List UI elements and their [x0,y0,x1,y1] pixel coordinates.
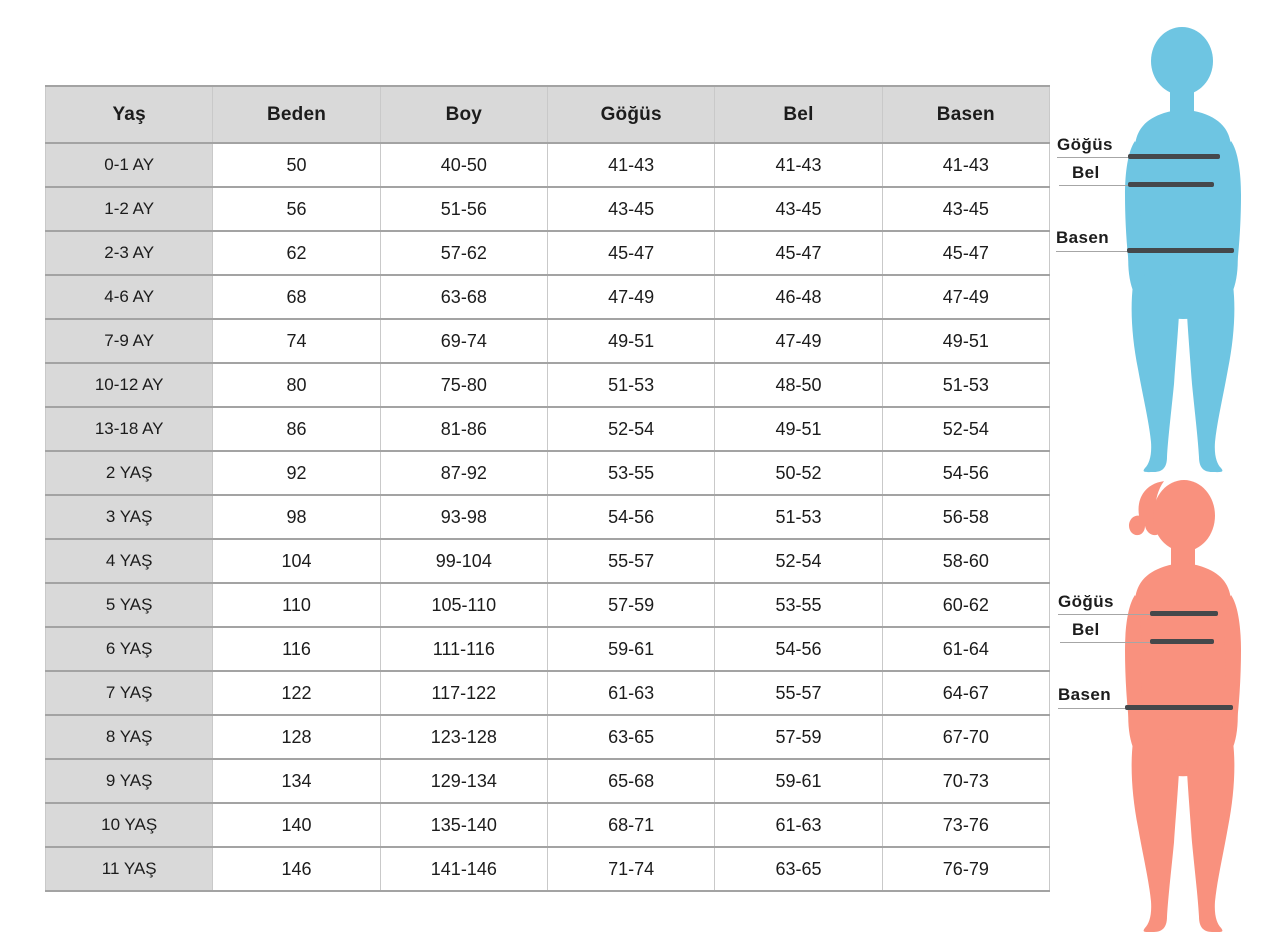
table-cell: 67-70 [882,715,1049,759]
column-header: Göğüs [547,86,714,143]
table-cell: 111-116 [380,627,547,671]
waist-leader-line [1060,642,1150,643]
table-cell: 47-49 [715,319,882,363]
row-label-cell: 2-3 AY [46,231,213,275]
table-cell: 52-54 [882,407,1049,451]
row-label-cell: 11 YAŞ [46,847,213,891]
table-cell: 57-59 [547,583,714,627]
table-cell: 54-56 [547,495,714,539]
table-cell: 80 [213,363,380,407]
table-cell: 41-43 [715,143,882,187]
table-row [46,363,1050,407]
table-cell: 93-98 [380,495,547,539]
table-cell: 45-47 [547,231,714,275]
chest-leader-line [1057,157,1128,158]
figure-left-leg [1132,740,1180,932]
hip-measure-label: Basen [1058,685,1112,704]
chest-measure-label: Göğüs [1058,592,1114,611]
table-cell: 55-57 [715,671,882,715]
table-row [46,671,1050,715]
waist-measure-label: Bel [1072,620,1100,639]
table-row [46,319,1050,363]
table-cell: 52-54 [547,407,714,451]
table-cell: 128 [213,715,380,759]
table-cell: 104 [213,539,380,583]
row-label-cell: 2 YAŞ [46,451,213,495]
table-cell: 135-140 [380,803,547,847]
table-row [46,759,1050,803]
waist-measure-label: Bel [1072,163,1100,182]
hip-leader-line [1058,708,1125,709]
table-cell: 64-67 [882,671,1049,715]
table-cell: 43-45 [882,187,1049,231]
table-row [46,407,1050,451]
column-header: Beden [213,86,380,143]
table-cell: 117-122 [380,671,547,715]
table-cell: 63-65 [715,847,882,891]
column-header: Basen [882,86,1049,143]
table-cell: 61-63 [715,803,882,847]
table-cell: 51-53 [715,495,882,539]
column-header: Bel [715,86,882,143]
table-cell: 140 [213,803,380,847]
table-cell: 59-61 [547,627,714,671]
table-cell: 50-52 [715,451,882,495]
table-cell: 110 [213,583,380,627]
chest-measure-line [1150,611,1218,616]
table-cell: 146 [213,847,380,891]
table-cell: 92 [213,451,380,495]
table-cell: 123-128 [380,715,547,759]
hip-leader-line [1056,251,1127,252]
table-cell: 53-55 [715,583,882,627]
table-cell: 70-73 [882,759,1049,803]
row-label-cell: 13-18 AY [46,407,213,451]
table-cell: 99-104 [380,539,547,583]
table-cell: 86 [213,407,380,451]
table-row [46,231,1050,275]
figure-right-leg [1187,283,1235,472]
table-cell: 51-53 [882,363,1049,407]
table-cell: 98 [213,495,380,539]
table-cell: 81-86 [380,407,547,451]
table-cell: 56-58 [882,495,1049,539]
table-cell: 58-60 [882,539,1049,583]
row-label-cell: 10-12 AY [46,363,213,407]
column-header: Yaş [46,86,213,143]
table-cell: 63-65 [547,715,714,759]
table-cell: 51-53 [547,363,714,407]
table-cell: 105-110 [380,583,547,627]
table-cell: 63-68 [380,275,547,319]
table-row [46,275,1050,319]
figure-right-leg [1187,740,1235,932]
table-row [46,803,1050,847]
row-label-cell: 8 YAŞ [46,715,213,759]
table-cell: 65-68 [547,759,714,803]
table-cell: 61-64 [882,627,1049,671]
table-cell: 68 [213,275,380,319]
row-label-cell: 6 YAŞ [46,627,213,671]
table-cell: 57-59 [715,715,882,759]
row-label-cell: 1-2 AY [46,187,213,231]
table-cell: 49-51 [715,407,882,451]
column-header: Boy [380,86,547,143]
chest-leader-line [1058,614,1150,615]
table-cell: 73-76 [882,803,1049,847]
table-cell: 62 [213,231,380,275]
hip-measure-line [1125,705,1233,710]
table-row [46,627,1050,671]
table-cell: 45-47 [715,231,882,275]
table-cell: 41-43 [547,143,714,187]
waist-leader-line [1059,185,1128,186]
table-row [46,715,1050,759]
table-cell: 60-62 [882,583,1049,627]
table-cell: 74 [213,319,380,363]
table-cell: 87-92 [380,451,547,495]
table-cell: 54-56 [882,451,1049,495]
table-cell: 71-74 [547,847,714,891]
size-chart-header [46,86,1050,143]
hip-measure-label: Basen [1056,228,1110,247]
table-cell: 134 [213,759,380,803]
table-cell: 43-45 [547,187,714,231]
table-cell: 47-49 [882,275,1049,319]
table-cell: 76-79 [882,847,1049,891]
table-row [46,143,1050,187]
table-cell: 55-57 [547,539,714,583]
table-cell: 116 [213,627,380,671]
table-cell: 43-45 [715,187,882,231]
size-chart-table [45,85,1050,892]
table-row [46,187,1050,231]
table-cell: 47-49 [547,275,714,319]
row-label-cell: 9 YAŞ [46,759,213,803]
row-label-cell: 7-9 AY [46,319,213,363]
table-cell: 122 [213,671,380,715]
hip-measure-line [1127,248,1234,253]
row-label-cell: 0-1 AY [46,143,213,187]
row-label-cell: 4 YAŞ [46,539,213,583]
table-cell: 129-134 [380,759,547,803]
chest-measure-label: Göğüs [1057,135,1113,154]
table-cell: 59-61 [715,759,882,803]
table-cell: 40-50 [380,143,547,187]
table-cell: 57-62 [380,231,547,275]
waist-measure-line [1128,182,1214,187]
table-cell: 41-43 [882,143,1049,187]
table-row [46,451,1050,495]
row-label-cell: 10 YAŞ [46,803,213,847]
table-cell: 49-51 [547,319,714,363]
figure-left-leg [1132,283,1180,472]
row-label-cell: 4-6 AY [46,275,213,319]
table-cell: 45-47 [882,231,1049,275]
table-cell: 68-71 [547,803,714,847]
table-row [46,539,1050,583]
table-cell: 48-50 [715,363,882,407]
table-cell: 54-56 [715,627,882,671]
table-cell: 75-80 [380,363,547,407]
table-cell: 51-56 [380,187,547,231]
table-cell: 141-146 [380,847,547,891]
table-cell: 50 [213,143,380,187]
table-cell: 56 [213,187,380,231]
table-cell: 61-63 [547,671,714,715]
chest-measure-line [1128,154,1220,159]
table-cell: 46-48 [715,275,882,319]
table-cell: 69-74 [380,319,547,363]
table-row [46,583,1050,627]
waist-measure-line [1150,639,1214,644]
row-label-cell: 7 YAŞ [46,671,213,715]
row-label-cell: 5 YAŞ [46,583,213,627]
table-cell: 53-55 [547,451,714,495]
header-row [46,86,1050,143]
table-cell: 49-51 [882,319,1049,363]
table-cell: 52-54 [715,539,882,583]
table-row [46,847,1050,891]
row-label-cell: 3 YAŞ [46,495,213,539]
table-row [46,495,1050,539]
size-chart-body [46,143,1050,891]
